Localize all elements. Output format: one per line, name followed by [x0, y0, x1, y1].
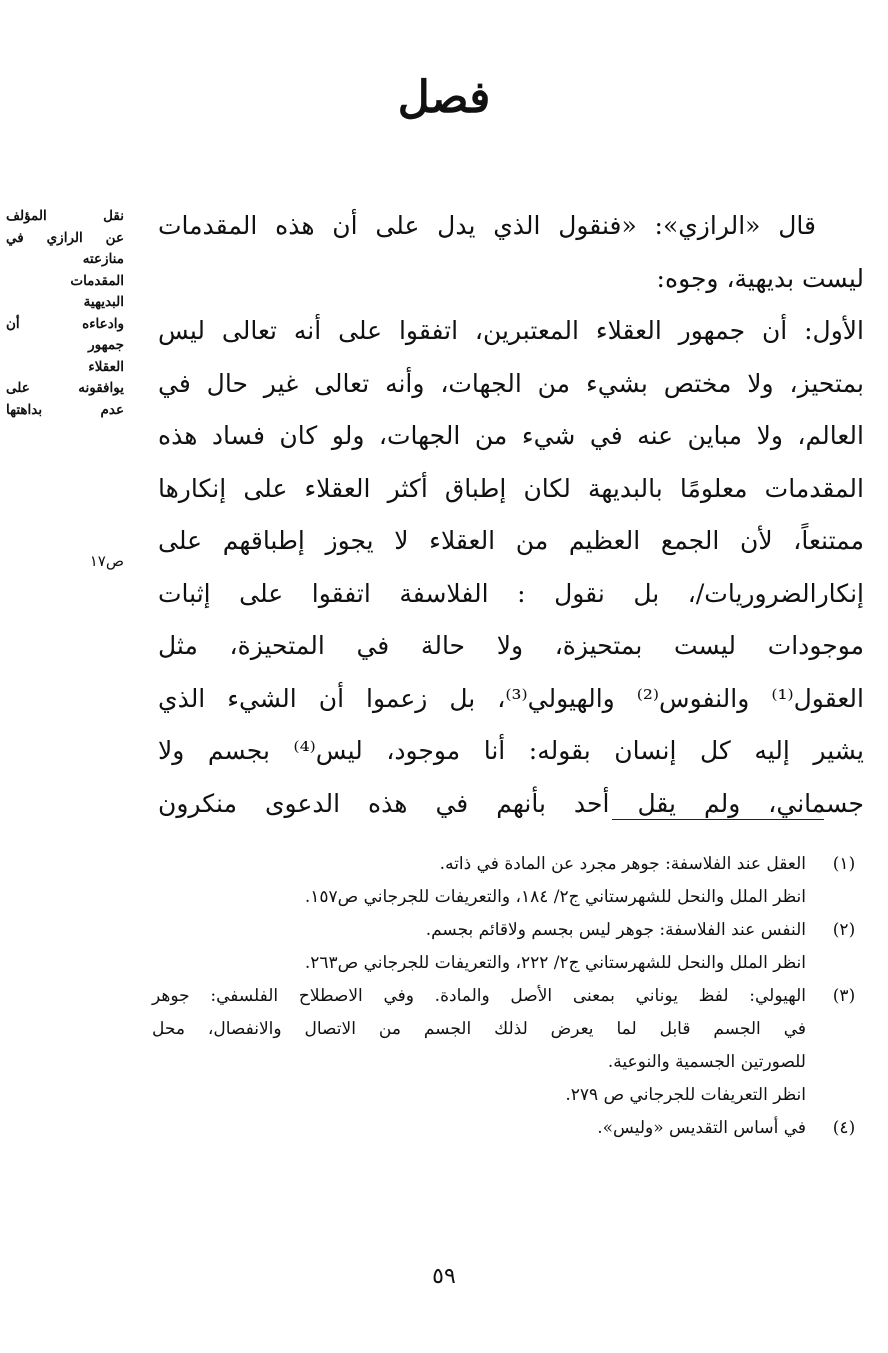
margin-note [6, 206, 124, 421]
body-line: بمتحيز، ولا مختص بشيء من الجهات، وأنه تعالى غير حال في [158, 368, 864, 398]
footnote-line: للصورتين الجسمية والنوعية. [607, 1052, 806, 1072]
footnote-line: الهيولي: لفظ يوناني بمعنى الأصل والمادة. وفي الاصطلاح الفلسفي: جوهر [152, 986, 806, 1006]
footnote-number: (١) [832, 854, 856, 874]
body-line: ممتنعاً، لأن الجمع العظيم من العقلاء لا يجوز إطباقهم على [158, 526, 864, 555]
body-text [158, 206, 864, 836]
page-number: ٥٩ [432, 1264, 456, 1289]
margin-note-line: البديهية [83, 294, 124, 310]
footnote-line: انظر الملل والنحل للشهرستاني ج٢/ ١٨٤، والتعريفات للجرجاني ص١٥٧. [304, 887, 806, 907]
footnotes [152, 848, 864, 1145]
footnote [152, 848, 864, 914]
footnote-line: النفس عند الفلاسفة: جوهر ليس بجسم ولاقائم بجسم. [425, 920, 806, 940]
body-line: إنكارالضروريات/، بل نقول : الفلاسفة اتفقوا على إثبات [158, 578, 864, 608]
margin-note-line: العقلاء [88, 358, 124, 375]
page-title: فصل [397, 72, 491, 123]
body-line: العقول⁽¹⁾ والنفوس⁽²⁾ والهيولي⁽³⁾، بل زعموا أن الشيء الذي [158, 683, 864, 713]
body-line: يشير إليه كل إنسان بقوله: أنا موجود، ليس⁽⁴⁾ بجسم ولا [158, 736, 864, 765]
body-line: موجودات ليست بمتحيزة، ولا حالة في المتحيزة، مثل [158, 631, 864, 660]
body-line: قال «الرازي»: «فنقول الذي يدل على أن هذه المقدمات [158, 211, 816, 240]
footnote-line: في أساس التقديس «وليس». [597, 1118, 806, 1138]
body-line: العالم، ولا مباين عنه في شيء من الجهات، ولو كان فساد هذه [158, 421, 864, 450]
margin-note-line: جمهور [88, 337, 124, 353]
margin-note-line: نقل المؤلف [6, 208, 124, 224]
margin-note-line: عن الرازي في [6, 229, 124, 246]
margin-note-line: منازعته [82, 251, 124, 267]
footnote-line: انظر التعريفات للجرجاني ص ٢٧٩. [565, 1085, 806, 1105]
footnote-line: العقل عند الفلاسفة: جوهر مجرد عن المادة في ذاته. [439, 854, 806, 874]
footnote-number: (٣) [832, 986, 856, 1006]
footnote [152, 980, 864, 1112]
footnote-separator [612, 819, 824, 820]
margin-note-line: المقدمات [70, 272, 124, 289]
margin-note-line: يوافقونه على [6, 380, 124, 396]
manuscript-page-reference: ص١٧ [89, 552, 124, 570]
body-line: ليست بديهية، وجوه: [656, 263, 864, 293]
body-line: جسماني، ولم يقل أحد بأنهم في هذه الدعوى منكرون [158, 788, 864, 818]
margin-note-line: وادعاءه أن [6, 315, 124, 332]
body-line: الأول: أن جمهور العقلاء المعتبرين، اتفقوا على أنه تعالى ليس [158, 316, 864, 345]
footnote [152, 1112, 864, 1145]
footnote-line: انظر الملل والنحل للشهرستاني ج٢/ ٢٢٢، والتعريفات للجرجاني ص٢٦٣. [304, 953, 806, 973]
margin-note-line: عدم بداهتها [6, 401, 124, 418]
footnote-number: (٢) [832, 920, 856, 940]
footnote [152, 914, 864, 980]
footnote-line: في الجسم قابل لما يعرض لذلك الجسم من الاتصال والانفصال، محل [152, 1019, 806, 1039]
footnote-number: (٤) [832, 1118, 856, 1138]
body-line: المقدمات معلومًا بالبديهة لكان إطباق أكثر العقلاء على إنكارها [158, 473, 864, 503]
